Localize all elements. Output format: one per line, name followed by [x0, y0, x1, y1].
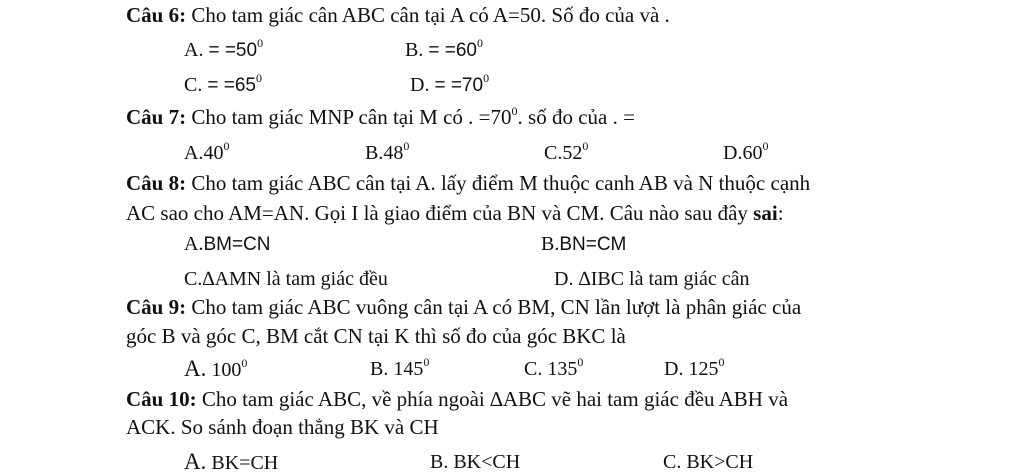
q6-angle-letter: A: [492, 3, 509, 27]
q10-line1: Cho tam giác ABC, về phía ngoài ∆ABC vẽ hai tam giác đều ABH và: [201, 387, 789, 411]
q9-line2: góc B và góc C, BM cắt CN tại K thì số đo của góc BKC là: [126, 324, 626, 348]
q8-line2-bold: sai: [753, 201, 778, 225]
q6-option-a[interactable]: [184, 37, 263, 64]
q7-option-b-letter: B.: [365, 142, 384, 164]
q9-option-b-sup: 0: [423, 355, 430, 369]
q10-option-c-letter: C.: [663, 451, 682, 473]
q6-option-c-expr: = =65: [207, 75, 256, 96]
q8-line1: Cho tam giác ABC cân tại A. lấy điểm M thuộc canh AB và N thuộc cạnh: [191, 171, 811, 195]
q8-option-b-value: BN=CM: [559, 234, 627, 255]
q7-option-a[interactable]: [184, 140, 229, 166]
q9-stem-line2: [126, 323, 626, 349]
q9-option-d[interactable]: [664, 356, 724, 382]
q9-label: Câu 9:: [126, 295, 187, 319]
q6-stem: [126, 2, 670, 28]
q9-option-c[interactable]: [524, 356, 583, 382]
q7-option-b[interactable]: [365, 140, 409, 166]
q7-option-d-letter: D.: [723, 142, 743, 164]
q10-label: Câu 10:: [126, 387, 197, 411]
q9-option-c-letter: C.: [524, 358, 543, 380]
q8-option-b-letter: B.: [541, 233, 560, 255]
q6-option-a-letter: A.: [184, 39, 204, 61]
q8-stem-line2: [126, 200, 784, 226]
q6-text: Cho tam giác cân ABC cân tại A có: [191, 3, 489, 27]
q8-option-a-value: BM=CN: [203, 234, 271, 255]
q6-option-c-letter: C.: [184, 74, 203, 96]
q6-option-d-expr: = =70: [434, 75, 484, 96]
q8-option-d-value: ∆IBC là tam giác cân: [573, 268, 750, 290]
q6-option-a-expr: = =50: [208, 40, 258, 61]
q9-option-c-sup: 0: [577, 355, 584, 369]
q10-option-a-value: BK=CH: [211, 452, 279, 474]
q7-text-after: . số đo của . =: [517, 105, 635, 129]
q7-option-a-letter: A.: [184, 142, 204, 164]
q6-option-c[interactable]: [184, 72, 262, 99]
q8-line2-after: :: [777, 201, 784, 225]
q7-option-c-sup: 0: [582, 139, 589, 153]
q7-option-d-value: 60: [742, 142, 763, 164]
q8-label: Câu 8:: [126, 171, 187, 195]
q10-option-b-letter: B.: [430, 451, 449, 473]
q9-stem-line1: [126, 294, 801, 320]
q10-option-b[interactable]: [430, 449, 520, 475]
q9-option-d-value: 125: [688, 358, 719, 380]
q6-label: Câu 6:: [126, 3, 187, 27]
q7-option-a-value: 40: [203, 142, 224, 164]
q8-option-d-letter: D.: [554, 268, 574, 290]
q7-option-b-sup: 0: [403, 139, 410, 153]
q8-option-d[interactable]: [554, 266, 750, 292]
q7-option-c[interactable]: [544, 140, 588, 166]
q7-option-a-sup: 0: [223, 139, 230, 153]
q8-option-c-letter: C.: [184, 268, 203, 290]
q10-option-c[interactable]: [663, 449, 753, 475]
q9-option-b[interactable]: [370, 356, 429, 382]
q10-line2: ACK. So sánh đoạn thẳng BK và CH: [126, 415, 439, 439]
q8-option-b[interactable]: [541, 231, 626, 258]
q7-text-before: Cho tam giác MNP cân tại M có . =70: [191, 105, 512, 129]
q10-option-a[interactable]: [184, 449, 278, 476]
q6-option-d[interactable]: [410, 72, 489, 99]
q7-option-c-value: 52: [562, 142, 583, 164]
q10-option-a-letter: A.: [184, 449, 207, 474]
q8-option-a[interactable]: [184, 231, 271, 258]
q9-option-a-value: 100: [211, 359, 242, 381]
q8-stem-line1: [126, 170, 810, 196]
q6-option-c-sup: 0: [255, 71, 262, 85]
q6-option-a-sup: 0: [257, 36, 264, 50]
q10-option-c-value: BK>CH: [686, 451, 754, 473]
q7-sup: 0: [511, 104, 518, 118]
q10-stem-line1: [126, 386, 788, 412]
q7-option-b-value: 48: [383, 142, 404, 164]
q6-option-b-letter: B.: [405, 39, 424, 61]
q7-option-d[interactable]: [723, 140, 768, 166]
q8-line2-before: AC sao cho AM=AN. Gọi I là giao điểm của BN và CM. Câu nào sau đây: [126, 201, 748, 225]
q7-option-c-letter: C.: [544, 142, 563, 164]
q9-option-d-letter: D.: [664, 358, 684, 380]
q9-option-a-letter: A.: [184, 356, 207, 381]
q6-option-d-sup: 0: [483, 71, 490, 85]
q6-option-b-expr: = =60: [428, 40, 477, 61]
q6-option-b[interactable]: [405, 37, 483, 64]
q9-option-a-sup: 0: [241, 356, 248, 370]
q6-option-d-letter: D.: [410, 74, 430, 96]
q6-text2: =50. Số đo của và .: [508, 3, 670, 27]
q9-option-a[interactable]: [184, 356, 247, 383]
q6-option-b-sup: 0: [476, 36, 483, 50]
q7-stem: [126, 104, 635, 130]
q9-option-b-letter: B.: [370, 358, 389, 380]
q10-stem-line2: [126, 414, 439, 440]
q9-option-b-value: 145: [393, 358, 424, 380]
q8-option-a-letter: A.: [184, 233, 204, 255]
q7-label: Câu 7:: [126, 105, 187, 129]
q9-option-c-value: 135: [547, 358, 578, 380]
q8-option-c-value: ∆AMN là tam giác đều: [202, 268, 388, 290]
q9-line1: Cho tam giác ABC vuông cân tại A có BM, CN lần lượt là phân giác của: [191, 295, 802, 319]
q10-option-b-value: BK<CH: [453, 451, 521, 473]
q7-option-d-sup: 0: [762, 139, 769, 153]
q8-option-c[interactable]: [184, 266, 388, 292]
q9-option-d-sup: 0: [718, 355, 725, 369]
